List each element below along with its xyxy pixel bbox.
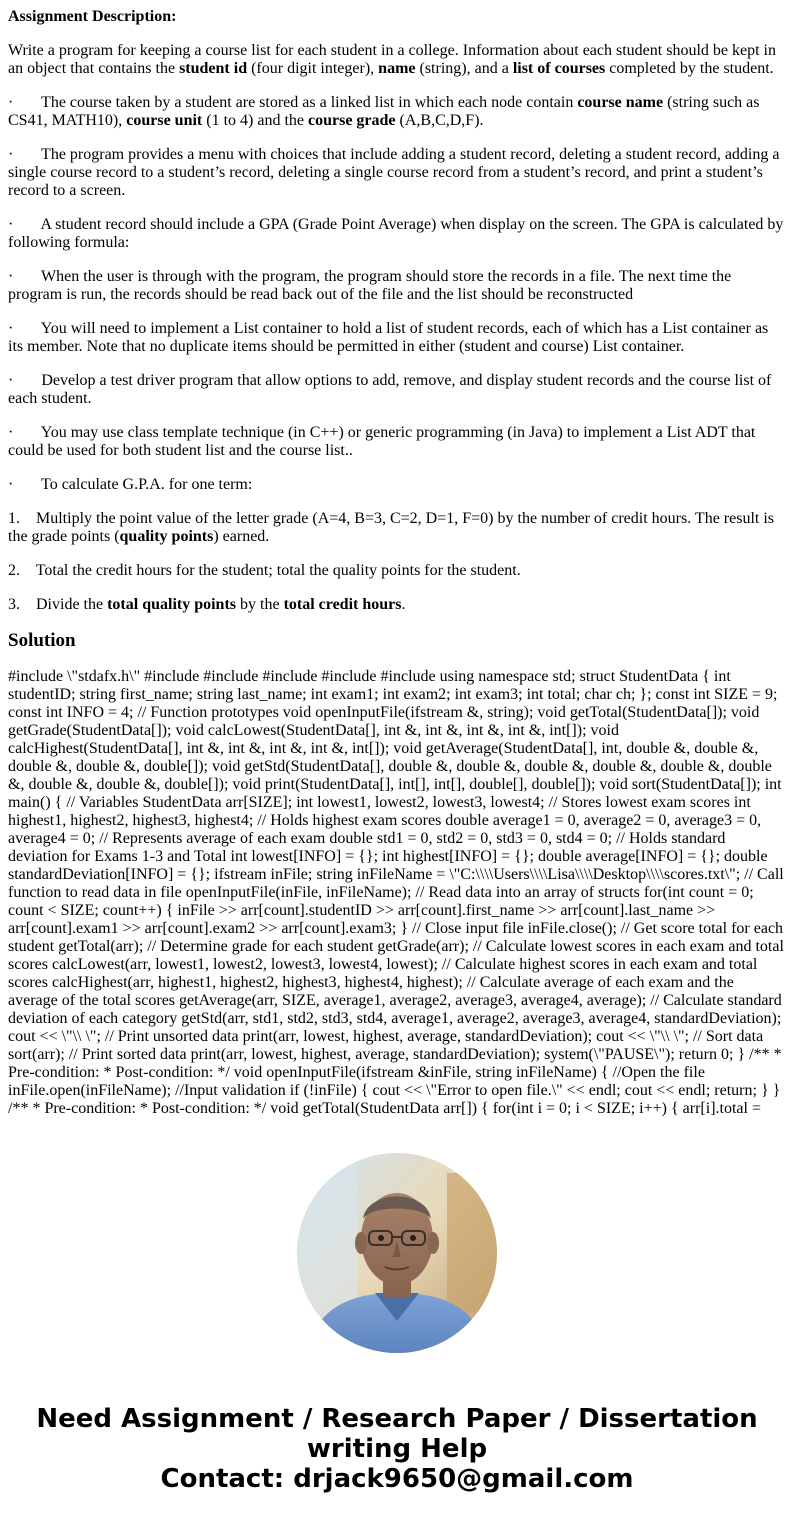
bullet-icon: · [8, 268, 14, 285]
bullet-icon: · [8, 216, 14, 233]
step-3: 3. Divide the total quality points by the total credit hours. [8, 596, 406, 613]
person-portrait-icon [297, 1153, 497, 1353]
intro-paragraph: Write a program for keeping a course list for each student in a college. Information about each student should be kept in an object that contains the student id (four digit integer), name (string), and a list of courses completed by the student. [8, 42, 776, 77]
author-photo [297, 1153, 497, 1353]
document-body [8, 0, 786, 1118]
bullet-icon: · [8, 94, 14, 111]
assignment-heading: Assignment Description: [8, 8, 177, 25]
promo-contact: Contact: drjack9650@gmail.com [160, 1464, 634, 1494]
bullet-course-list: · The course taken by a student are stored as a linked list in which each node contain course name (string such as CS41, MATH10), course unit (1 to 4) and the course grade (A,B,C,D,F). [8, 94, 760, 129]
solution-heading: Solution [8, 630, 76, 651]
bullet-gpa-calc: · To calculate G.P.A. for one term: [8, 476, 253, 493]
bullet-icon: · [8, 476, 14, 493]
bullet-file-storage: · When the user is through with the program, the program should store the records in a file. The next time the program is run, the records should be read back out of the file and the list should be reconstructed [8, 268, 732, 303]
promo-banner [0, 1404, 794, 1494]
bullet-icon: · [8, 320, 14, 337]
bullet-gpa: · A student record should include a GPA (Grade Point Average) when display on the screen. The GPA is calculated by following formula: [8, 216, 784, 251]
step-1: 1. Multiply the point value of the letter grade (A=4, B=3, C=2, D=1, F=0) by the number of credit hours. The result is the grade points (quality points) earned. [8, 510, 775, 545]
bullet-list-container: · You will need to implement a List container to hold a list of student records, each of which has a List container as its member. Note that no duplicate items should be permitted in either (student and course) List container. [8, 320, 769, 355]
bullet-icon: · [8, 146, 14, 163]
bullet-menu: · The program provides a menu with choices that include adding a student record, deleting a student record, adding a single course record to a student’s record, deleting a single course record from a student’s record, and print a student’s record to a screen. [8, 146, 780, 199]
bullet-test-driver: · Develop a test driver program that allow options to add, remove, and display student records and the course list of each student. [8, 372, 772, 407]
bullet-templates: · You may use class template technique (in C++) or generic programming (in Java) to implement a List ADT that could be used for both student list and the course list.. [8, 424, 756, 459]
promo-line-1: Need Assignment / Research Paper / Dissertation [36, 1404, 758, 1434]
bullet-icon: · [8, 372, 14, 389]
bullet-icon: · [8, 424, 14, 441]
promo-line-2: writing Help [306, 1434, 488, 1464]
solution-code: #include \"stdafx.h\" #include #include #include #include #include using namespace std; struct StudentData { int studentID; string first_name; string last_name; int exam1; int exam2; int exam3; int total; char ch; }; const int SIZE = 9; const int INFO = 4; // Function prototypes void openInputFile(ifstream &, string); void getTotal(StudentData[]); void getGrade(StudentData[]); void calcLowest(StudentData[], int &, int &, int &, int &, int[]); void calcHighest(StudentData[], int &, int &, int &, int &, int[]); void getAverage(StudentData[], int, double &, double &, double &, double &, double[]); void getStd(StudentData[], double &, double &, double &, double &, double &, double &, double &, double &, double[]); void print(StudentData[], int[], int[], double[], double[]); void sort(StudentData[]); int main() { // Variables StudentData arr[SIZE]; int lowest1, lowest2, lowest3, lowest4; // Stores lowest exam scores int highest1, highest2, highest3, highest4; // Holds highest exam scores double average1 = 0, average2 = 0, average3 = 0, average4 = 0; // Represents average of each exam double std1 = 0, std2 = 0, std3 = 0, std4 = 0; // Holds standard deviation for Exams 1-3 and Total int lowest[INFO] = {}; int highest[INFO] = {}; double average[INFO] = {}; double standardDeviation[INFO] = {}; ifstream inFile; string inFileName = \"C:\\\\Users\\\\Lisa\\\\Desktop\\\\scores.txt\"; // Call function to read data in file openInputFile(inFile, inFileName); // Read data into an array of structs for(int count = 0; count < SIZE; count++) { inFile >> arr[count].studentID >> arr[count].first_name >> arr[count].last_name >> arr[count].exam1 >> arr[count].exam2 >> arr[count].exam3; } // Close input file inFile.close(); // Get score total for each student getTotal(arr); // Determine grade for each student getGrade(arr); // Calculate lowest scores in each exam and total scores calcLowest(arr, lowest1, lowest2, lowest3, lowest4, lowest); // Calculate highest scores in each exam and total scores calcHighest(arr, highest1, highest2, highest3, highest4, highest); // Calculate average of each exam and the average of the total scores getAverage(arr, SIZE, average1, average2, average3, average4, average); // Calculate standard deviation of each category getStd(arr, std1, std2, std3, std4, average1, average2, average3, average4, standardDeviation); cout << \"\\ \"; // Print unsorted data print(arr, lowest, highest, average, standardDeviation); cout << \"\\ \"; // Sort data sort(arr); // Print sorted data print(arr, lowest, highest, average, standardDeviation); system(\"PAUSE\"); return 0; } /** * Pre-condition: * Post-condition: */ void openInputFile(ifstream &inFile, string inFileName) { //Open the file inFile.open(inFileName); //Input validation if (!inFile) { cout << \"Error to open file.\" << endl; cout << endl; return; } } /** * Pre-condition: * Post-condition: */ void getTotal(StudentData arr[]) { for(int i = 0; i < SIZE; i++) { arr[i].total = [8, 668, 784, 1117]
step-2: 2. Total the credit hours for the student; total the quality points for the student. [8, 562, 521, 579]
